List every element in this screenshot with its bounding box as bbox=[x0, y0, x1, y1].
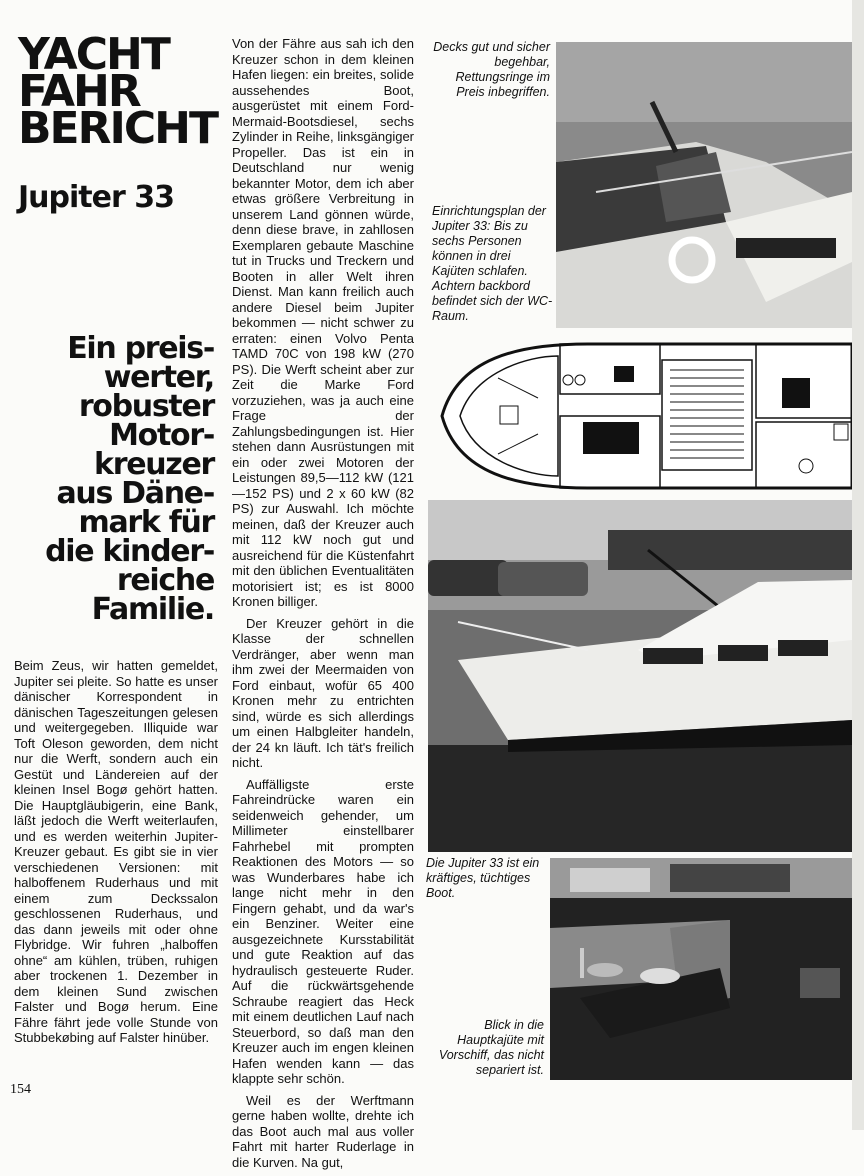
headline-line: mark für bbox=[78, 505, 214, 540]
section-kicker bbox=[18, 29, 218, 154]
headline-line: die kinder- bbox=[45, 534, 214, 569]
headline-line: werter, bbox=[103, 360, 214, 395]
paragraph: Auffälligste erste Fahreindrücke waren ein seidenweich gehender, um Millimeter einstellbarer Fahrhebel mit prompten Reaktionen des Motors — so was Wunderbares habe ich lange nicht mehr in den Fingern gehabt, und da war's ein Benziner. Weiter eine ausgezeichnete Kursstabilität und gute Reaktion auf das hydraulisch gesteuerte Ruder. Auf die rückwärtsgehende Schraube reagiert das Heck mit einem deutlichen Lauf nach Steuerbord, so daß man den Kreuzer auch im engen kleinen Hafen wenden kann — das klappte sehr schön. bbox=[232, 776, 414, 1086]
paragraph: Der Kreuzer gehört in die Klasse der schnellen Verdränger, aber wenn man ihm zwei der Meermaiden von Ford einbaut, wofür 65 400 Kronen mehr zu entrichten sind, würde es sich allerdings um einen Halbgleiter handeln, der 24 kn läuft. Ich tät's freilich nicht. bbox=[232, 615, 414, 770]
headline-line: robuster bbox=[78, 389, 214, 424]
caption-cabin: Blick in die Hauptkajüte mit Vorschiff, das nicht separiert ist. bbox=[438, 1018, 544, 1077]
caption-deck: Decks gut und sicher begehbar, Rettungsringe im Preis inbegriffen. bbox=[433, 40, 550, 99]
paragraph: Von der Fähre aus sah ich den Kreuzer schon in dem kleinen Hafen liegen: ein breites, solide aussehendes Boot, ausgerüstet mit einem Ford-Mermaid-Bootsdiesel, sechs Zylinder in Reihe, linksgängiger Propeller. Das ist ein in Deutschland nur wenig bekannter Motor, dem ich aber etwas größere Verbreitung in unserem Land gönnen würde, denn diese brave, in zahllosen Exemplaren gebaute Maschine tut in Trucks und Treckern und Booten in aller Welt ihren Dienst. Man kann freilich auch andere Diesel beim Jupiter bekommen — nicht schwer zu erraten: einen Volvo Penta TAMD 70C von 198 kW (270 PS). Die Werft scheint aber zur Zeit die Marke Ford vorzuziehen, was ja auch eine Frage der Zahlungsbedingungen ist. Hier stehen dann Ausrüstungen mit ein oder zwei Motoren der Leistungen 89,5—112 kW (121—152 PS) und 2 x 60 kW (82 PS) zur Auswahl. Ich möchte meinen, daß der Kreuzer auch mit 112 kW noch gut und ausreichend für die Küstenfahrt mit den üblichen Eventualitäten motorisiert ist; es ist 8000 Kronen billiger. bbox=[232, 36, 414, 609]
headline-line: Motor- bbox=[109, 418, 214, 453]
kicker-line-3: BERICHT bbox=[18, 103, 217, 154]
photo-cabin bbox=[550, 858, 852, 1080]
page-number: 154 bbox=[10, 1082, 31, 1097]
boat-name-title: Jupiter 33 bbox=[18, 180, 174, 215]
paragraph: Beim Zeus, wir hatten gemeldet, Jupiter sei pleite. So hatte es unser dänischer Korrespondent in dänischen Tageszeitungen gelesen und weitergegeben. Illiquide war Toft Oleson geworden, dem nicht nur die Werft, sondern auch ein Gestüt und Ländereien auf der kleinen Insel Bogø gehört hatten. Die Hauptgläubigerin, eine Bank, läßt jedoch die Werft weiterlaufen, und es werden weiterhin Jupiter-Kreuzer gebaut. Es gibt sie in vier verschiedenen Versionen: mit halboffenem Ruderhaus und mit einem zum Deckssalon geschlossenen Ruderhaus, und das dann jeweils mit oder ohne Flybridge. Wir fuhren „halboffen ohne“ am kühlen, trüben, ruhigen aber trockenen 1. Dezember in dem kleinen Sund zwischen Falster und Bogø herum. Eine Fähre fährt jede volle Stunde von Stubbekøbing auf Falster hinüber. bbox=[14, 658, 218, 1045]
headline-line: Familie. bbox=[91, 592, 214, 627]
photo-boat bbox=[428, 500, 852, 852]
floor-plan-diagram bbox=[438, 338, 852, 494]
paragraph: Weil es der Werftmann gerne haben wollte, drehte ich das Boot auch mal aus voller Fahrt mit harter Ruderlage in die Kurven. Na gut, bbox=[232, 1092, 414, 1170]
body-column-1 bbox=[14, 658, 218, 1052]
caption-boat: Die Jupiter 33 ist ein kräftiges, tüchtiges Boot. bbox=[426, 856, 540, 900]
kicker-line-2: FAHR bbox=[18, 66, 140, 117]
article-headline bbox=[14, 331, 214, 627]
caption-floorplan: Einrichtungsplan der Jupiter 33: Bis zu sechs Personen können in drei Kajüten schlafen. Achtern backbord befindet sich der WC-Raum. bbox=[432, 204, 553, 323]
kicker-line-1: YACHT bbox=[18, 29, 169, 80]
headline-line: reiche bbox=[116, 563, 214, 598]
headline-line: aus Däne- bbox=[56, 476, 214, 511]
page-edge bbox=[852, 0, 864, 1130]
headline-line: Ein preis- bbox=[67, 331, 214, 366]
headline-line: kreuzer bbox=[94, 447, 214, 482]
body-column-2 bbox=[232, 36, 414, 1176]
photo-deck bbox=[556, 42, 852, 328]
